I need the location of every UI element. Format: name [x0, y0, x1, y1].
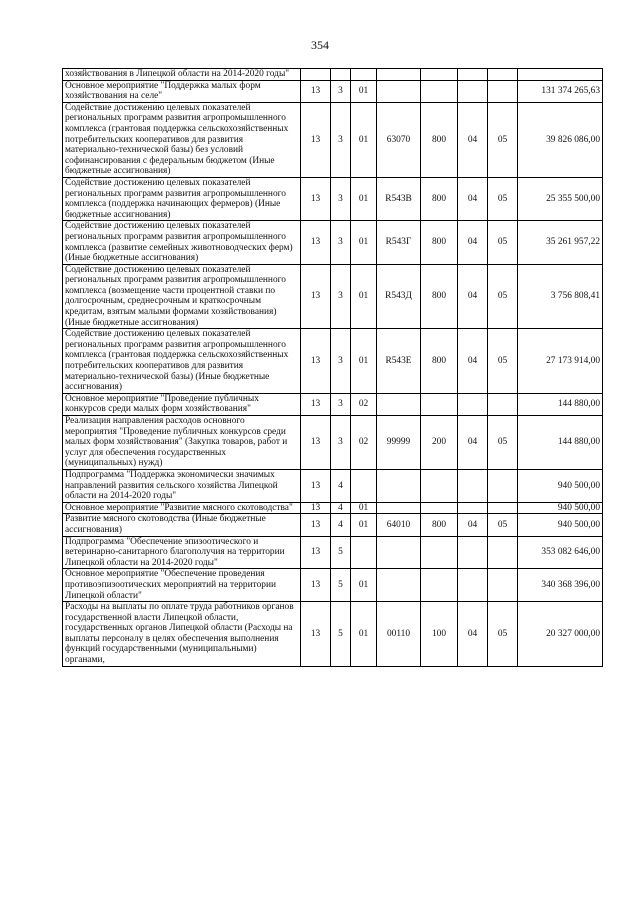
cell-dir [377, 569, 421, 602]
cell-rz [458, 69, 488, 81]
cell-pz: 05 [488, 102, 518, 177]
cell-gr: 13 [301, 264, 331, 329]
cell-gr [301, 69, 331, 81]
table-row [63, 536, 603, 569]
cell-amount: 940 500,00 [518, 469, 603, 502]
cell-mer [351, 536, 377, 569]
cell-amount: 20 327 000,00 [518, 602, 603, 667]
cell-rz: 04 [458, 264, 488, 329]
cell-name: Реализация направления расходов основного мероприятия "Проведение публичных конкурсов среди малых форм хозяйствования" (Закупка товаров, работ и услуг для обеспечения государственных (муниципальных) нужд) [63, 416, 301, 470]
cell-pr: 5 [331, 536, 351, 569]
cell-gr: 13 [301, 514, 331, 536]
cell-name: Подпрограмма "Обеспечение эпизоотического и ветеринарно-санитарного благополучия на территории Липецкой области на 2014-2020 годы" [63, 536, 301, 569]
cell-pr: 4 [331, 514, 351, 536]
cell-gr: 13 [301, 80, 331, 102]
cell-mer: 01 [351, 502, 377, 514]
cell-name: Содействие достижению целевых показателей региональных программ развития агропромышленного комплекса (грантовая поддержка сельскохозяйственных потребительских кооперативов для развития материально-технической базы) (Иные бюджетные ассигнования) [63, 329, 301, 394]
cell-pr: 3 [331, 416, 351, 470]
cell-name: Основное мероприятие "Развитие мясного скотоводства" [63, 502, 301, 514]
cell-vr: 200 [421, 416, 458, 470]
cell-pz [488, 569, 518, 602]
cell-vr: 800 [421, 264, 458, 329]
cell-mer [351, 69, 377, 81]
cell-mer: 01 [351, 177, 377, 220]
cell-vr: 100 [421, 602, 458, 667]
cell-amount: 39 826 086,00 [518, 102, 603, 177]
cell-dir [377, 69, 421, 81]
cell-gr: 13 [301, 502, 331, 514]
cell-mer: 01 [351, 102, 377, 177]
cell-dir: R543E [377, 329, 421, 394]
cell-vr: 800 [421, 329, 458, 394]
cell-gr: 13 [301, 329, 331, 394]
cell-vr: 800 [421, 221, 458, 264]
cell-pz: 05 [488, 221, 518, 264]
cell-mer [351, 469, 377, 502]
table-row [63, 80, 603, 102]
cell-vr [421, 80, 458, 102]
cell-vr [421, 69, 458, 81]
cell-rz: 04 [458, 102, 488, 177]
cell-pr: 3 [331, 177, 351, 220]
cell-mer: 01 [351, 329, 377, 394]
cell-pr: 3 [331, 221, 351, 264]
cell-pr: 3 [331, 264, 351, 329]
cell-amount: 27 173 914,00 [518, 329, 603, 394]
cell-gr: 13 [301, 569, 331, 602]
cell-name: Содействие достижению целевых показателей региональных программ развития агропромышленного комплекса (поддержка начинающих фермеров) (Иные бюджетные ассигнования) [63, 177, 301, 220]
cell-rz: 04 [458, 514, 488, 536]
cell-vr [421, 393, 458, 415]
cell-name: Основное мероприятие "Поддержка малых форм хозяйствования на селе" [63, 80, 301, 102]
cell-vr: 800 [421, 514, 458, 536]
table-row [63, 469, 603, 502]
cell-pz [488, 469, 518, 502]
cell-rz [458, 569, 488, 602]
table-row [63, 514, 603, 536]
cell-pz: 05 [488, 514, 518, 536]
cell-pz: 05 [488, 602, 518, 667]
cell-pz: 05 [488, 416, 518, 470]
table-row [63, 69, 603, 81]
cell-pr: 3 [331, 102, 351, 177]
cell-rz: 04 [458, 221, 488, 264]
cell-amount: 353 082 646,00 [518, 536, 603, 569]
cell-name: Развитие мясного скотоводства (Иные бюджетные ассигнования) [63, 514, 301, 536]
cell-amount [518, 69, 603, 81]
cell-rz: 04 [458, 416, 488, 470]
cell-mer: 01 [351, 569, 377, 602]
cell-name: Основное мероприятие "Проведение публичных конкурсов среди малых форм хозяйствования" [63, 393, 301, 415]
cell-dir [377, 469, 421, 502]
cell-mer: 02 [351, 393, 377, 415]
cell-mer: 01 [351, 264, 377, 329]
cell-amount: 144 880,00 [518, 393, 603, 415]
cell-rz: 04 [458, 177, 488, 220]
cell-amount: 940 500,00 [518, 502, 603, 514]
cell-pz: 05 [488, 264, 518, 329]
table-row [63, 177, 603, 220]
cell-gr: 13 [301, 469, 331, 502]
table-row [63, 329, 603, 394]
cell-dir: 63070 [377, 102, 421, 177]
cell-mer: 01 [351, 602, 377, 667]
cell-name: Содействие достижению целевых показателей региональных программ развития агропромышленного комплекса (возмещение части процентной ставки по долгосрочным, среднесрочным и краткосрочным кредитам, взятым малыми формами хозяйствования) (Иные бюджетные ассигнования) [63, 264, 301, 329]
table-row [63, 569, 603, 602]
cell-pr: 4 [331, 469, 351, 502]
table-row [63, 416, 603, 470]
cell-dir: 99999 [377, 416, 421, 470]
cell-amount: 940 500,00 [518, 514, 603, 536]
cell-rz [458, 80, 488, 102]
cell-rz: 04 [458, 602, 488, 667]
cell-pr: 3 [331, 80, 351, 102]
cell-gr: 13 [301, 102, 331, 177]
cell-pz [488, 80, 518, 102]
table-row [63, 264, 603, 329]
cell-pr [331, 69, 351, 81]
cell-pr: 3 [331, 329, 351, 394]
cell-amount: 3 756 808,41 [518, 264, 603, 329]
cell-amount: 25 355 500,00 [518, 177, 603, 220]
table-row [63, 393, 603, 415]
cell-pz [488, 536, 518, 569]
cell-amount: 131 374 265,63 [518, 80, 603, 102]
cell-name: Подпрограмма "Поддержка экономически значимых направлений развития сельского хозяйства Липецкой области на 2014-2020 годы" [63, 469, 301, 502]
cell-gr: 13 [301, 602, 331, 667]
cell-amount: 340 368 396,00 [518, 569, 603, 602]
cell-mer: 01 [351, 514, 377, 536]
table-row [63, 602, 603, 667]
cell-dir [377, 502, 421, 514]
table-row [63, 221, 603, 264]
cell-dir [377, 536, 421, 569]
cell-rz: 04 [458, 329, 488, 394]
cell-pz [488, 502, 518, 514]
cell-pz: 05 [488, 177, 518, 220]
cell-gr: 13 [301, 536, 331, 569]
cell-name: хозяйствования в Липецкой области на 2014-2020 годы" [63, 69, 301, 81]
cell-dir: 64010 [377, 514, 421, 536]
cell-gr: 13 [301, 393, 331, 415]
cell-pz [488, 69, 518, 81]
cell-name: Расходы на выплаты по оплате труда работников органов государственной власти Липецкой области, государственных органов Липецкой области (Расходы на выплаты персоналу в целях обеспечения выполнения функций государственными (муниципальными) органами, [63, 602, 301, 667]
cell-rz [458, 469, 488, 502]
cell-dir: 00110 [377, 602, 421, 667]
cell-vr: 800 [421, 102, 458, 177]
cell-name: Содействие достижению целевых показателей региональных программ развития агропромышленного комплекса (грантовая поддержка сельскохозяйственных потребительских кооперативов для развития материально-технической базы) без условий софинансирования с федеральным бюджетом (Иные бюджетные ассигнования) [63, 102, 301, 177]
cell-name: Основное мероприятие "Обеспечение проведения противоэпизоотических мероприятий на территории Липецкой области" [63, 569, 301, 602]
cell-mer: 02 [351, 416, 377, 470]
table-row [63, 502, 603, 514]
cell-dir: R543Г [377, 221, 421, 264]
cell-dir: R543Д [377, 264, 421, 329]
cell-amount: 35 261 957,22 [518, 221, 603, 264]
cell-pz: 05 [488, 329, 518, 394]
cell-dir [377, 393, 421, 415]
cell-vr [421, 569, 458, 602]
budget-table-body [63, 69, 603, 667]
cell-pr: 4 [331, 502, 351, 514]
cell-dir: R543B [377, 177, 421, 220]
cell-rz [458, 393, 488, 415]
cell-rz [458, 536, 488, 569]
cell-amount: 144 880,00 [518, 416, 603, 470]
cell-dir [377, 80, 421, 102]
cell-pr: 3 [331, 393, 351, 415]
page-number: 354 [311, 38, 329, 52]
budget-table [62, 68, 603, 667]
cell-pz [488, 393, 518, 415]
cell-name: Содействие достижению целевых показателей региональных программ развития агропромышленного комплекса (развитие семейных животноводческих ферм) (Иные бюджетные ассигнования) [63, 221, 301, 264]
cell-gr: 13 [301, 416, 331, 470]
cell-rz [458, 502, 488, 514]
cell-vr [421, 536, 458, 569]
cell-gr: 13 [301, 177, 331, 220]
cell-vr [421, 502, 458, 514]
cell-gr: 13 [301, 221, 331, 264]
cell-vr: 800 [421, 177, 458, 220]
cell-mer: 01 [351, 80, 377, 102]
cell-mer: 01 [351, 221, 377, 264]
cell-vr [421, 469, 458, 502]
cell-pr: 5 [331, 569, 351, 602]
table-row [63, 102, 603, 177]
cell-pr: 5 [331, 602, 351, 667]
